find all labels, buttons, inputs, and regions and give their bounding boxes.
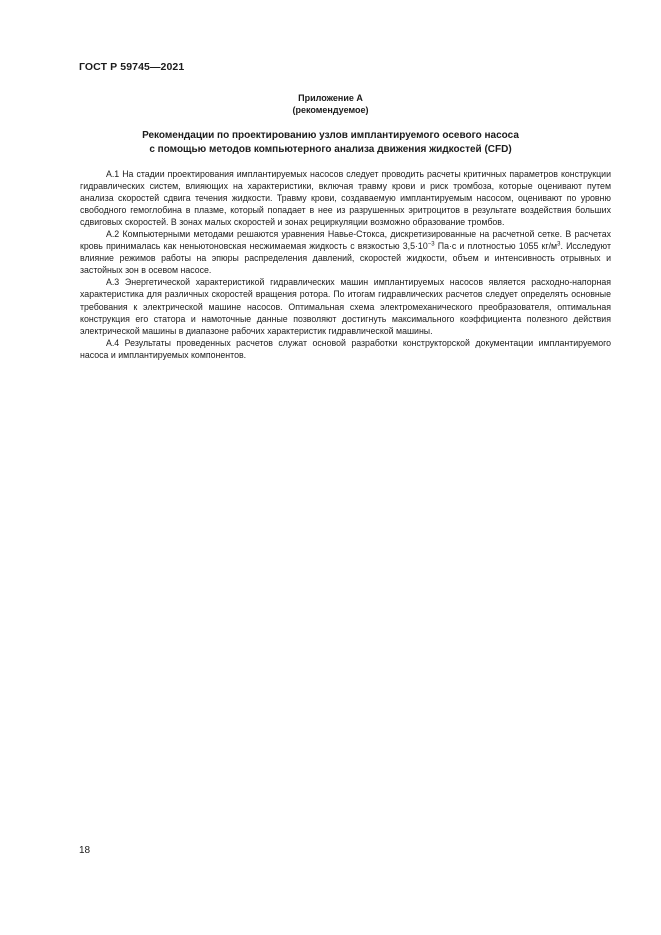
paragraph-a3: А.3 Энергетической характеристикой гидравлических машин имплантируемых насосов является расходно-напорная характеристика для различных скоростей вращения ротора. По итогам гидравлических расчетов следует определять основные требования к электрической машине насосов. Оптимальная схема электромеханического преобразователя, оптимальная конструкция его статора и намоточные данные позволяют достигнуть максимального коэффициента полезного действия электрической машины в диапазоне рабочих характеристик гидравлической машины.: [80, 277, 611, 336]
annex-heading: [80, 92, 581, 116]
paragraph-a4: А.4 Результаты проведенных расчетов служат основой разработки конструкторской документации имплантируемого насоса и имплантируемых компонентов.: [80, 337, 611, 360]
page-number: 18: [79, 845, 91, 856]
paragraph-a2-text-2: Па·с и плотностью 1055 кг/м: [434, 241, 558, 252]
paragraph-a2-text-3: . Исследуют влияние режимов работы на эпюры распределения давлений, скоростей жидкости, объем и интенсивность отрывных и застойных зон в осевом насосе.: [80, 241, 611, 276]
annex-title-line-1: Рекомендации по проектированию узлов имплантируемого осевого насоса: [142, 130, 519, 141]
paragraph-a1: А.1 На стадии проектирования имплантируемых насосов следует проводить расчеты критичных параметров конструкции гидравлических систем, влияющих на характеристики, включая травму крови и риск тромбоза, которые оценивают путем анализа скоростей сдвига течения жидкости. Травму крови, создаваемую имплантируемым насосом, оценивают по уровню свободного гемоглобина в плазме, который попадает в нее из разрушенных эритроцитов в результате воздействия больших сдвиговых скоростей. В зонах малых скоростей и зонах рециркуляции возможно образование тромбов.: [80, 169, 611, 228]
standard-code: ГОСТ Р 59745—2021: [79, 61, 185, 73]
viscosity-exponent: −3: [427, 241, 435, 248]
paragraph-a2: [80, 228, 611, 276]
annex-title-line-2: с помощью методов компьютерного анализа движения жидкостей (CFD): [149, 144, 512, 156]
paragraph-a2-text-1: А.2 Компьютерными методами решаются уравнения Навье-Стокса, дискретизированные на расчетной сетке. В расчетах кровь принималась как неньютоновская несжимаемая жидкость с вязкостью 3,5·10: [80, 229, 611, 252]
annex-title: [80, 129, 581, 157]
annex-label: Приложение А: [298, 93, 363, 103]
density-unit-exponent: 3: [557, 241, 561, 248]
annex-status: (рекомендуемое): [292, 105, 369, 116]
document-body: [80, 168, 611, 361]
